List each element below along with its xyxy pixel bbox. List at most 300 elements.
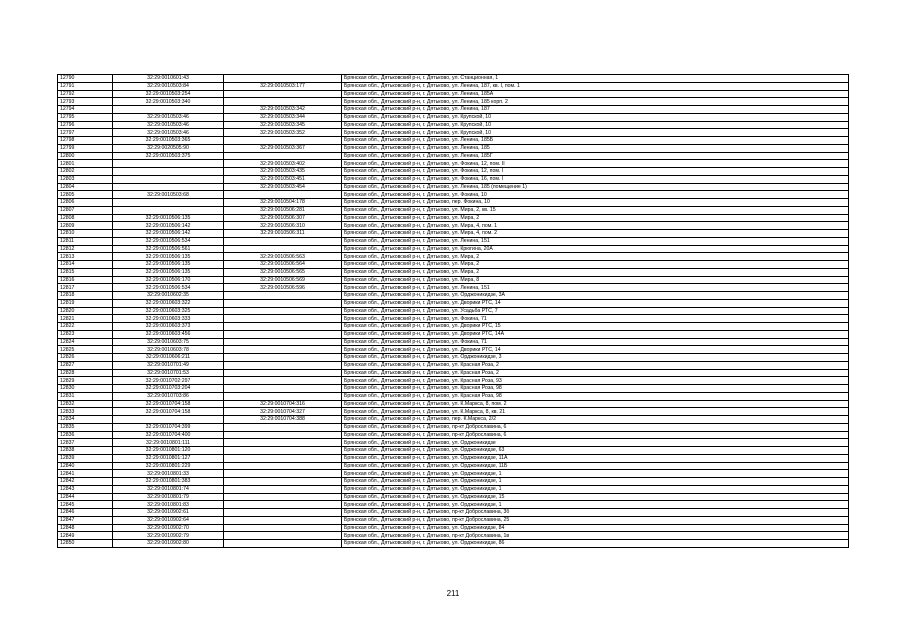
row-number-cell: 12796 — [58, 121, 113, 129]
object-number-cell — [224, 478, 342, 486]
object-number-cell: 32:29:0010506:564 — [224, 261, 342, 269]
row-number-cell: 12817 — [58, 284, 113, 292]
land-parcel-number-cell — [113, 160, 224, 168]
address-cell: Брянская обл., Дятьковский р-н, г. Дятьково, ул. Мира, 8 — [342, 276, 849, 284]
table-row — [58, 237, 849, 245]
row-number-cell: 12846 — [58, 509, 113, 517]
table-row — [58, 199, 849, 207]
object-number-cell: 32:29:0010506:596 — [224, 284, 342, 292]
table-row — [58, 261, 849, 269]
land-parcel-number-cell: 32:29:0010506:142 — [113, 230, 224, 238]
object-number-cell — [224, 454, 342, 462]
land-parcel-number-cell: 32:29:0010801:74 — [113, 485, 224, 493]
address-cell: Брянская обл., Дятьковский р-н, г. Дятьково, ул. Крупской, 10 — [342, 121, 849, 129]
address-cell: Брянская обл., Дятьковский р-н, г. Дятьково, ул. Крюгина, 20А — [342, 245, 849, 253]
land-parcel-number-cell: 32:29:0010801:33 — [113, 470, 224, 478]
address-cell: Брянская обл., Дятьковский р-н, г. Дятьково, ул. Крупской, 10 — [342, 129, 849, 137]
address-cell: Брянская обл., Дятьковский р-н, г. Дятьково, ул. К.Маркса, 8, пом. 2 — [342, 400, 849, 408]
land-parcel-number-cell: 32:29:0010503:46 — [113, 113, 224, 121]
table-row — [58, 121, 849, 129]
address-cell: Брянская обл., Дятьковский р-н, г. Дятьково, ул. Фокина, 12, пом. II — [342, 160, 849, 168]
row-number-cell: 12793 — [58, 98, 113, 106]
table-row — [58, 129, 849, 137]
table-row — [58, 431, 849, 439]
table-row — [58, 106, 849, 114]
table-row — [58, 98, 849, 106]
table-row — [58, 346, 849, 354]
object-number-cell: 32:29:0010503:177 — [224, 82, 342, 90]
address-cell: Брянская обл., Дятьковский р-н, г. Дятьково, ул. Мира, 2 — [342, 253, 849, 261]
row-number-cell: 12803 — [58, 175, 113, 183]
row-number-cell: 12808 — [58, 214, 113, 222]
row-number-cell: 12809 — [58, 222, 113, 230]
address-cell: Брянская обл., Дятьковский р-н, г. Дятьково, ул. Ленина, 185Г — [342, 152, 849, 160]
object-number-cell — [224, 532, 342, 540]
row-number-cell: 12806 — [58, 199, 113, 207]
row-number-cell: 12807 — [58, 206, 113, 214]
address-cell: Брянская обл., Дятьковский р-н, г. Дятьково, ул. Дворики РТС, 14 — [342, 299, 849, 307]
object-number-cell: 32:29:0010506:307 — [224, 214, 342, 222]
object-number-cell — [224, 346, 342, 354]
address-cell: Брянская обл., Дятьковский р-н, г. Дятьково, ул. Мира, 4, пом. 2 — [342, 230, 849, 238]
object-number-cell — [224, 315, 342, 323]
object-number-cell: 32:29:0010503:345 — [224, 121, 342, 129]
land-parcel-number-cell: 32:29:0010603:373 — [113, 323, 224, 331]
row-number-cell: 12842 — [58, 478, 113, 486]
row-number-cell: 12848 — [58, 524, 113, 532]
address-cell: Брянская обл., Дятьковский р-н, г. Дятьково, ул. Ленина, 151 — [342, 284, 849, 292]
row-number-cell: 12826 — [58, 354, 113, 362]
address-cell: Брянская обл., Дятьковский р-н, г. Дятьково, ул. Усадьба РТС, 7 — [342, 307, 849, 315]
address-cell: Брянская обл., Дятьковский р-н, г. Дятьково, ул. Ленина, 185 — [342, 144, 849, 152]
address-cell: Брянская обл., Дятьковский р-н, г. Дятьково, ул. К.Маркса, 8, кв. 21 — [342, 408, 849, 416]
table-row — [58, 470, 849, 478]
address-cell: Брянская обл., Дятьковский р-н, г. Дятьково, пр-кт Доброславина, 1в — [342, 532, 849, 540]
table-row — [58, 408, 849, 416]
row-number-cell: 12794 — [58, 106, 113, 114]
object-number-cell — [224, 385, 342, 393]
land-parcel-number-cell — [113, 183, 224, 191]
table-row — [58, 268, 849, 276]
object-number-cell — [224, 516, 342, 524]
address-cell: Брянская обл., Дятьковский р-н, г. Дятьково, ул. Орджоникидзе, 1 — [342, 478, 849, 486]
row-number-cell: 12850 — [58, 540, 113, 548]
table-row — [58, 369, 849, 377]
land-parcel-number-cell: 32:29:0010601:43 — [113, 75, 224, 83]
land-parcel-number-cell: 32:29:0010603:333 — [113, 315, 224, 323]
row-number-cell: 12829 — [58, 377, 113, 385]
row-number-cell: 12832 — [58, 400, 113, 408]
land-parcel-number-cell: 32:29:0010603:456 — [113, 330, 224, 338]
land-parcel-number-cell: 32:29:0010503:254 — [113, 90, 224, 98]
table-row — [58, 524, 849, 532]
address-cell: Брянская обл., Дятьковский р-н, г. Дятьково, ул. Орджоникидзе, 1 — [342, 501, 849, 509]
land-parcel-number-cell: 32:29:0010503:46 — [113, 129, 224, 137]
land-parcel-number-cell — [113, 206, 224, 214]
table-row — [58, 191, 849, 199]
land-parcel-number-cell — [113, 106, 224, 114]
address-cell: Брянская обл., Дятьковский р-н, г. Дятьково, ул. Станционная, 1 — [342, 75, 849, 83]
object-number-cell — [224, 540, 342, 548]
land-parcel-number-cell: 32:29:0010503:340 — [113, 98, 224, 106]
address-cell: Брянская обл., Дятьковский р-н, г. Дятьково, ул. Ленина, 185 (помещение 1) — [342, 183, 849, 191]
object-number-cell: 32:29:0010503:352 — [224, 129, 342, 137]
object-number-cell: 32:29:0010503:454 — [224, 183, 342, 191]
row-number-cell: 12836 — [58, 431, 113, 439]
row-number-cell: 12825 — [58, 346, 113, 354]
land-parcel-number-cell: 32:29:0010704:400 — [113, 431, 224, 439]
address-cell: Брянская обл., Дятьковский р-н, г. Дятьково, ул. Фокина, 71 — [342, 338, 849, 346]
address-cell: Брянская обл., Дятьковский р-н, г. Дятьково, ул. Фокина, 10 — [342, 191, 849, 199]
address-cell: Брянская обл., Дятьковский р-н, г. Дятьково, ул. Орджоникидзе, 84 — [342, 524, 849, 532]
land-parcel-number-cell: 32:29:0010603:325 — [113, 307, 224, 315]
table-row — [58, 361, 849, 369]
land-parcel-number-cell: 32:29:0010902:61 — [113, 509, 224, 517]
object-number-cell — [224, 75, 342, 83]
object-number-cell: 32:29:0010704:327 — [224, 408, 342, 416]
row-number-cell: 12819 — [58, 299, 113, 307]
object-number-cell — [224, 485, 342, 493]
land-parcel-number-cell: 32:29:0010801:111 — [113, 439, 224, 447]
land-parcel-number-cell: 32:29:0010503:84 — [113, 82, 224, 90]
object-number-cell: 32:29:0010506:563 — [224, 253, 342, 261]
address-cell: Брянская обл., Дятьковский р-н, г. Дятьково, ул. Красная Роза, 98 — [342, 392, 849, 400]
table-body — [58, 75, 849, 548]
table-row — [58, 323, 849, 331]
table-row — [58, 168, 849, 176]
land-parcel-number-cell: 32:29:0010503:68 — [113, 191, 224, 199]
land-parcel-number-cell: 32:29:0010506:534 — [113, 284, 224, 292]
object-number-cell: 32:29:0010704:388 — [224, 416, 342, 424]
row-number-cell: 12820 — [58, 307, 113, 315]
row-number-cell: 12801 — [58, 160, 113, 168]
table-row — [58, 137, 849, 145]
object-number-cell: 32:29:0010506:310 — [224, 222, 342, 230]
object-number-cell: 32:29:0010704:316 — [224, 400, 342, 408]
row-number-cell: 12795 — [58, 113, 113, 121]
table-row — [58, 315, 849, 323]
row-number-cell: 12834 — [58, 416, 113, 424]
table-row — [58, 206, 849, 214]
table-row — [58, 160, 849, 168]
address-cell: Брянская обл., Дятьковский р-н, г. Дятьково, ул. Орджоникидзе, 3 — [342, 354, 849, 362]
row-number-cell: 12799 — [58, 144, 113, 152]
object-number-cell — [224, 307, 342, 315]
table-row — [58, 113, 849, 121]
row-number-cell: 12814 — [58, 261, 113, 269]
table-row — [58, 509, 849, 517]
land-parcel-number-cell: 32:29:0010702:297 — [113, 377, 224, 385]
row-number-cell: 12839 — [58, 454, 113, 462]
land-parcel-number-cell: 32:29:0010503:365 — [113, 137, 224, 145]
row-number-cell: 12791 — [58, 82, 113, 90]
address-cell: Брянская обл., Дятьковский р-н, г. Дятьково, ул. Орджоникидзе, 1 — [342, 485, 849, 493]
address-cell: Брянская обл., Дятьковский р-н, г. Дятьково, ул. Орджоникидзе — [342, 439, 849, 447]
address-cell: Брянская обл., Дятьковский р-н, г. Дятьково, ул. Фокина, 12, пом. I — [342, 168, 849, 176]
table-row — [58, 447, 849, 455]
object-number-cell — [224, 524, 342, 532]
land-parcel-number-cell: 32:29:0010902:70 — [113, 524, 224, 532]
address-cell: Брянская обл., Дятьковский р-н, г. Дятьково, ул. Крупской, 10 — [342, 113, 849, 121]
table-row — [58, 501, 849, 509]
table-row — [58, 516, 849, 524]
land-parcel-number-cell — [113, 175, 224, 183]
object-number-cell: 32:29:0010503:342 — [224, 106, 342, 114]
object-number-cell — [224, 152, 342, 160]
land-parcel-number-cell — [113, 199, 224, 207]
table-row — [58, 245, 849, 253]
object-number-cell — [224, 439, 342, 447]
object-number-cell: 32:29:0010503:451 — [224, 175, 342, 183]
object-number-cell — [224, 462, 342, 470]
row-number-cell: 12805 — [58, 191, 113, 199]
address-cell: Брянская обл., Дятьковский р-н, г. Дятьково, ул. Дворики РТС, 15 — [342, 323, 849, 331]
table-row — [58, 183, 849, 191]
table-row — [58, 354, 849, 362]
row-number-cell: 12813 — [58, 253, 113, 261]
address-cell: Брянская обл., Дятьковский р-н, г. Дятьково, ул. Орджоникидзе, 11Б — [342, 462, 849, 470]
object-number-cell — [224, 447, 342, 455]
row-number-cell: 12800 — [58, 152, 113, 160]
row-number-cell: 12790 — [58, 75, 113, 83]
row-number-cell: 12798 — [58, 137, 113, 145]
table-row — [58, 330, 849, 338]
address-cell: Брянская обл., Дятьковский р-н, г. Дятьково, ул. Фокина, 71 — [342, 315, 849, 323]
row-number-cell: 12792 — [58, 90, 113, 98]
address-cell: Брянская обл., Дятьковский р-н, г. Дятьково, ул. Ленина, 151 — [342, 237, 849, 245]
address-cell: Брянская обл., Дятьковский р-н, г. Дятьково, ул. Красная Роза, 98 — [342, 385, 849, 393]
object-number-cell — [224, 509, 342, 517]
row-number-cell: 12844 — [58, 493, 113, 501]
object-number-cell — [224, 470, 342, 478]
address-cell: Брянская обл., Дятьковский р-н, г. Дятьково, ул. Орджоникидзе, 11А — [342, 454, 849, 462]
row-number-cell: 12845 — [58, 501, 113, 509]
land-parcel-number-cell: 32:29:0010703:204 — [113, 385, 224, 393]
row-number-cell: 12828 — [58, 369, 113, 377]
address-cell: Брянская обл., Дятьковский р-н, г. Дятьково, ул. Мира, 2 — [342, 261, 849, 269]
land-parcel-number-cell: 32:29:0010902:80 — [113, 540, 224, 548]
table-row — [58, 90, 849, 98]
row-number-cell: 12802 — [58, 168, 113, 176]
land-parcel-number-cell: 32:29:0010506:135 — [113, 214, 224, 222]
row-number-cell: 12831 — [58, 392, 113, 400]
address-cell: Брянская обл., Дятьковский р-н, г. Дятьково, пр-кт Доброславина, 6 — [342, 431, 849, 439]
table-row — [58, 175, 849, 183]
row-number-cell: 12841 — [58, 470, 113, 478]
row-number-cell: 12821 — [58, 315, 113, 323]
land-parcel-number-cell: 32:29:0010801:83 — [113, 501, 224, 509]
object-number-cell — [224, 191, 342, 199]
object-number-cell — [224, 354, 342, 362]
row-number-cell: 12816 — [58, 276, 113, 284]
table-row — [58, 284, 849, 292]
table-row — [58, 75, 849, 83]
table-row — [58, 454, 849, 462]
table-row — [58, 307, 849, 315]
address-cell: Брянская обл., Дятьковский р-н, г. Дятьково, пр-кт Доброславина, 25 — [342, 516, 849, 524]
address-cell: Брянская обл., Дятьковский р-н, г. Дятьково, ул. Мира, 2, кв. 15 — [342, 206, 849, 214]
address-cell: Брянская обл., Дятьковский р-н, г. Дятьково, ул. Орджоникидзе, 1 — [342, 470, 849, 478]
row-number-cell: 12812 — [58, 245, 113, 253]
object-number-cell — [224, 292, 342, 300]
land-parcel-number-cell: 32:29:0020505:90 — [113, 144, 224, 152]
land-parcel-number-cell: 32:29:0010902:79 — [113, 532, 224, 540]
row-number-cell: 12822 — [58, 323, 113, 331]
table-row — [58, 385, 849, 393]
table-row — [58, 222, 849, 230]
object-number-cell: 32:29:0010506:569 — [224, 276, 342, 284]
row-number-cell: 12837 — [58, 439, 113, 447]
table-row — [58, 152, 849, 160]
land-parcel-number-cell — [113, 416, 224, 424]
land-parcel-number-cell: 32:29:0010801:127 — [113, 454, 224, 462]
page-number: 211 — [446, 589, 460, 598]
table-row — [58, 82, 849, 90]
row-number-cell: 12811 — [58, 237, 113, 245]
land-parcel-number-cell: 32:29:0010506:135 — [113, 261, 224, 269]
object-number-cell — [224, 493, 342, 501]
land-parcel-number-cell: 32:29:0010701:53 — [113, 369, 224, 377]
land-parcel-number-cell: 32:29:0010506:170 — [113, 276, 224, 284]
table-row — [58, 292, 849, 300]
address-cell: Брянская обл., Дятьковский р-н, г. Дятьково, ул. Красная Роза, 2 — [342, 361, 849, 369]
address-cell: Брянская обл., Дятьковский р-н, г. Дятьково, пр-кт Доброславина, 6 — [342, 423, 849, 431]
address-cell: Брянская обл., Дятьковский р-н, г. Дятьково, ул. Ленина, 185А — [342, 90, 849, 98]
land-parcel-number-cell: 32:29:0010801:79 — [113, 493, 224, 501]
table-row — [58, 485, 849, 493]
address-cell: Брянская обл., Дятьковский р-н, г. Дятьково, пр-кт Доброславина, 3б — [342, 509, 849, 517]
land-parcel-number-cell: 32:29:0010701:49 — [113, 361, 224, 369]
land-parcel-number-cell: 32:29:0010603:75 — [113, 338, 224, 346]
address-cell: Брянская обл., Дятьковский р-н, г. Дятьково, ул. Ленина, 185 корп. 2 — [342, 98, 849, 106]
object-number-cell — [224, 90, 342, 98]
row-number-cell: 12815 — [58, 268, 113, 276]
land-parcel-number-cell: 32:29:0010506:135 — [113, 268, 224, 276]
row-number-cell: 12840 — [58, 462, 113, 470]
table-row — [58, 439, 849, 447]
address-cell: Брянская обл., Дятьковский р-н, г. Дятьково, ул. Красная Роза, 93 — [342, 377, 849, 385]
table-row — [58, 400, 849, 408]
row-number-cell: 12818 — [58, 292, 113, 300]
table-row — [58, 392, 849, 400]
row-number-cell: 12810 — [58, 230, 113, 238]
land-parcel-number-cell: 32:29:0010506:142 — [113, 222, 224, 230]
table-row — [58, 144, 849, 152]
land-parcel-number-cell: 32:29:0010506:135 — [113, 253, 224, 261]
address-cell: Брянская обл., Дятьковский р-н, г. Дятьково, ул. Ленина, 185Б — [342, 137, 849, 145]
row-number-cell: 12835 — [58, 423, 113, 431]
table-row — [58, 540, 849, 548]
address-cell: Брянская обл., Дятьковский р-н, г. Дятьково, ул. Дворики РТС, 14А — [342, 330, 849, 338]
address-cell: Брянская обл., Дятьковский р-н, г. Дятьково, ул. Мира, 2 — [342, 214, 849, 222]
address-cell: Брянская обл., Дятьковский р-н, г. Дятьково, ул. Мира, 4, пом. 1 — [342, 222, 849, 230]
land-parcel-number-cell: 32:29:0010703:86 — [113, 392, 224, 400]
land-parcel-number-cell: 32:29:0010704:399 — [113, 423, 224, 431]
table-row — [58, 214, 849, 222]
address-cell: Брянская обл., Дятьковский р-н, г. Дятьково, ул. Ленина, 187 — [342, 106, 849, 114]
land-parcel-number-cell: 32:29:0010503:46 — [113, 121, 224, 129]
object-number-cell — [224, 501, 342, 509]
object-number-cell — [224, 299, 342, 307]
cadastral-register-table — [57, 74, 849, 548]
address-cell: Брянская обл., Дятьковский р-н, г. Дятьково, ул. Мира, 2 — [342, 268, 849, 276]
table-row — [58, 493, 849, 501]
object-number-cell: 32:29:0010506:311 — [224, 230, 342, 238]
object-number-cell: 32:29:0010506:281 — [224, 206, 342, 214]
table-row — [58, 338, 849, 346]
object-number-cell: 32:29:0010503:435 — [224, 168, 342, 176]
row-number-cell: 12849 — [58, 532, 113, 540]
address-cell: Брянская обл., Дятьковский р-н, г. Дятьково, ул. Орджоникидзе, 3А — [342, 292, 849, 300]
land-parcel-number-cell: 32:29:0010603:78 — [113, 346, 224, 354]
object-number-cell — [224, 377, 342, 385]
address-cell: Брянская обл., Дятьковский р-н, г. Дятьково, ул. Фокина, 16, пом. I — [342, 175, 849, 183]
address-cell: Брянская обл., Дятьковский р-н, г. Дятьково, ул. Ленина, 187, кв. I, пом. 1 — [342, 82, 849, 90]
object-number-cell — [224, 98, 342, 106]
object-number-cell — [224, 245, 342, 253]
land-parcel-number-cell: 32:29:0010704:158 — [113, 408, 224, 416]
land-parcel-number-cell: 32:29:0010801:120 — [113, 447, 224, 455]
object-number-cell — [224, 392, 342, 400]
row-number-cell: 12843 — [58, 485, 113, 493]
object-number-cell: 32:29:0010506:565 — [224, 268, 342, 276]
land-parcel-number-cell: 32:29:0010704:158 — [113, 400, 224, 408]
address-cell: Брянская обл., Дятьковский р-н, г. Дятьково, ул. Орджоникидзе, 15 — [342, 493, 849, 501]
object-number-cell — [224, 431, 342, 439]
address-cell: Брянская обл., Дятьковский р-н, г. Дятьково, ул. Орджоникидзе, 86 — [342, 540, 849, 548]
table-row — [58, 276, 849, 284]
land-parcel-number-cell: 32:29:0010603:322 — [113, 299, 224, 307]
table-row — [58, 299, 849, 307]
object-number-cell — [224, 423, 342, 431]
object-number-cell — [224, 330, 342, 338]
row-number-cell: 12823 — [58, 330, 113, 338]
table-row — [58, 532, 849, 540]
object-number-cell: 32:29:0010503:402 — [224, 160, 342, 168]
object-number-cell: 32:29:0010504:178 — [224, 199, 342, 207]
land-parcel-number-cell: 32:29:0010606:211 — [113, 354, 224, 362]
land-parcel-number-cell: 32:29:0010506:534 — [113, 237, 224, 245]
row-number-cell: 12797 — [58, 129, 113, 137]
row-number-cell: 12838 — [58, 447, 113, 455]
row-number-cell: 12804 — [58, 183, 113, 191]
row-number-cell: 12824 — [58, 338, 113, 346]
land-parcel-number-cell — [113, 168, 224, 176]
object-number-cell: 32:29:0010503:344 — [224, 113, 342, 121]
table-row — [58, 230, 849, 238]
table-row — [58, 253, 849, 261]
table-row — [58, 416, 849, 424]
table-row — [58, 423, 849, 431]
table-row — [58, 377, 849, 385]
address-cell: Брянская обл., Дятьковский р-н, г. Дятьково, пер. Фокина, 10 — [342, 199, 849, 207]
row-number-cell: 12830 — [58, 385, 113, 393]
table-row — [58, 462, 849, 470]
land-parcel-number-cell: 32:29:0010503:375 — [113, 152, 224, 160]
land-parcel-number-cell: 32:29:0010602:35 — [113, 292, 224, 300]
land-parcel-number-cell: 32:29:0010506:561 — [113, 245, 224, 253]
row-number-cell: 12847 — [58, 516, 113, 524]
address-cell: Брянская обл., Дятьковский р-н, г. Дятьково, ул. Орджоникидзе, 63 — [342, 447, 849, 455]
object-number-cell — [224, 137, 342, 145]
object-number-cell — [224, 237, 342, 245]
object-number-cell — [224, 323, 342, 331]
object-number-cell — [224, 369, 342, 377]
land-parcel-number-cell: 32:29:0010801:229 — [113, 462, 224, 470]
land-parcel-number-cell: 32:29:0010902:64 — [113, 516, 224, 524]
object-number-cell — [224, 338, 342, 346]
address-cell: Брянская обл., Дятьковский р-н, г. Дятьково, ул. Дворики РТС, 14 — [342, 346, 849, 354]
